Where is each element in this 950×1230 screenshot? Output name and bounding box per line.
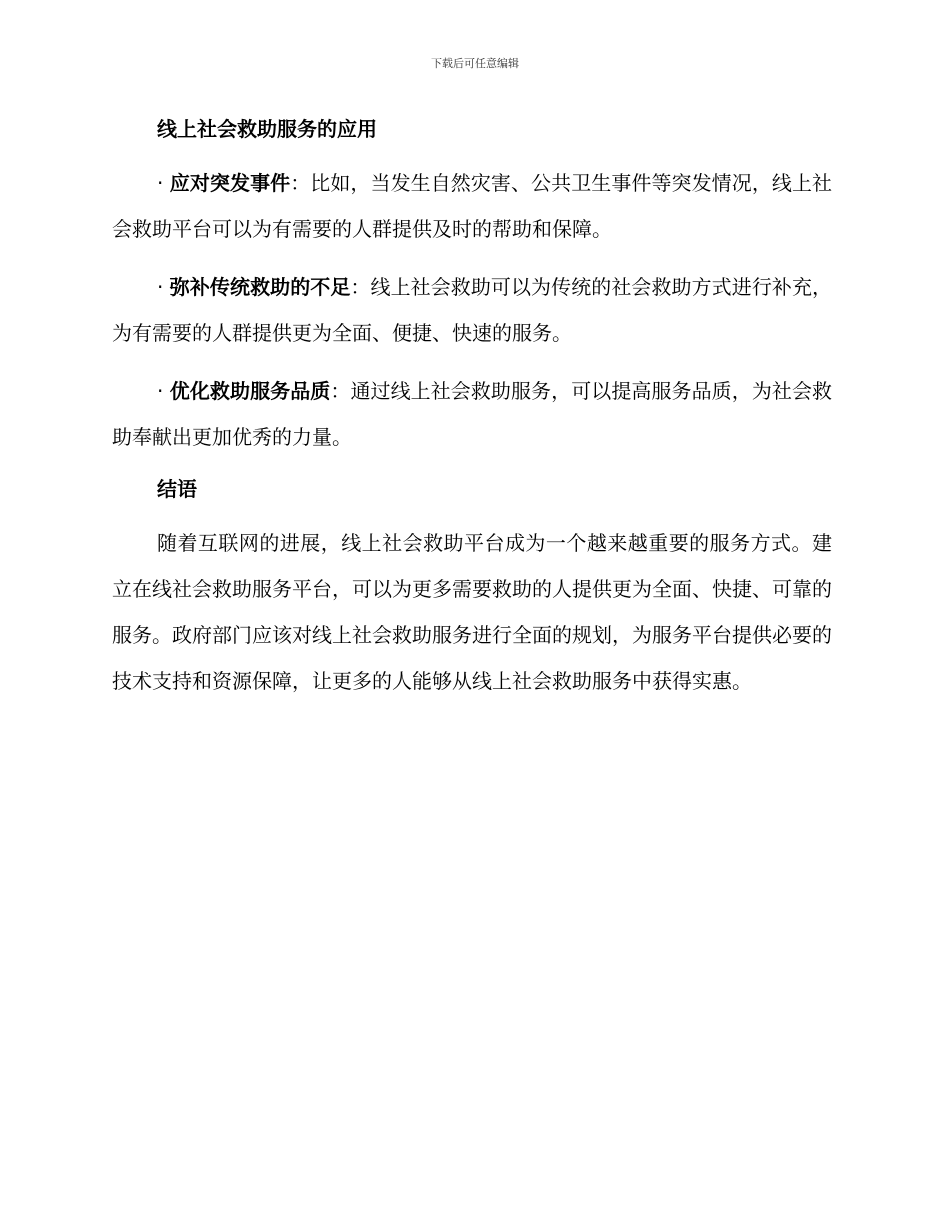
bullet-separator: ： bbox=[330, 379, 351, 403]
bullet-marker: · bbox=[157, 275, 170, 299]
bullet-marker: · bbox=[157, 379, 170, 403]
bullet-paragraph-quality bbox=[112, 368, 832, 460]
bullet-title: 优化救助服务品质 bbox=[169, 379, 331, 403]
bullet-title: 弥补传统救助的不足 bbox=[169, 275, 351, 299]
conclusion-paragraph: 随着互联网的进展，线上社会救助平台成为一个越来越重要的服务方式。建立在线社会救助服务平台，可以为更多需要救助的人提供更为全面、快捷、可靠的服务。政府部门应该对线上社会救助服务进行全面的规划，为服务平台提供必要的技术支持和资源保障，让更多的人能够从线上社会救助服务中获得实惠。 bbox=[112, 531, 832, 693]
bullet-marker: · bbox=[157, 171, 170, 195]
bullet-text: 线上社会救助可以为传统的社会救助方式进行补充，为有需要的人群提供更为全面、便捷、快速的服务。 bbox=[112, 275, 833, 345]
bullet-paragraph-supplement bbox=[112, 264, 832, 356]
section-heading: 线上社会救助服务的应用 bbox=[157, 117, 377, 141]
bullet-paragraph-emergency bbox=[112, 160, 832, 252]
document-body bbox=[112, 112, 832, 716]
bullet-separator: ： bbox=[290, 171, 311, 195]
bullet-separator: ： bbox=[350, 275, 371, 299]
bullet-title: 应对突发事件 bbox=[169, 171, 291, 195]
bullet-text: 比如，当发生自然灾害、公共卫生事件等突发情况，线上社会救助平台可以为有需要的人群提供及时的帮助和保障。 bbox=[112, 171, 833, 241]
page-header-note: 下载后可任意编辑 bbox=[431, 57, 519, 70]
conclusion-heading: 结语 bbox=[157, 477, 197, 501]
bullet-text: 通过线上社会救助服务，可以提高服务品质，为社会救助奉献出更加优秀的力量。 bbox=[112, 379, 833, 449]
